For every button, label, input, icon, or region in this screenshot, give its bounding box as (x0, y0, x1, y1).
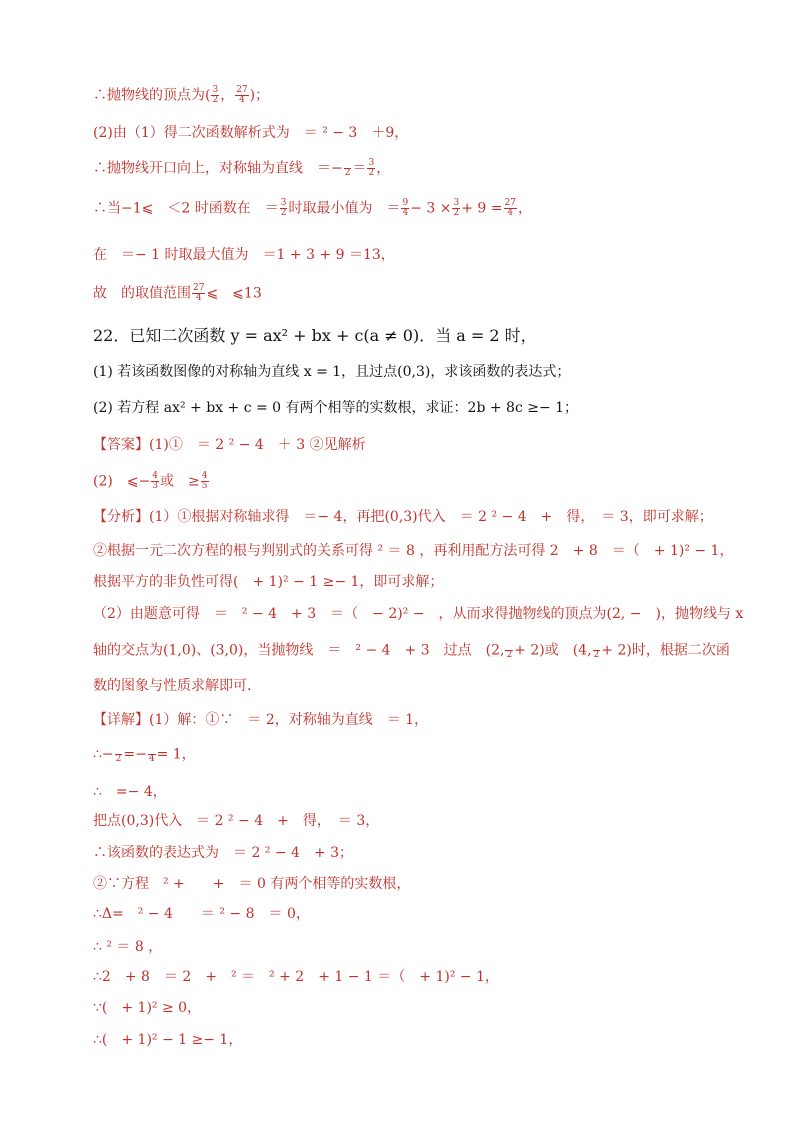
fraction (115, 745, 123, 764)
detail-line (93, 785, 167, 799)
text-run: （2）由题意可得 ＝ ² − 4 + 3 ＝（ − 2)² − ，从而求得抛物线的顶点为(2, − )，抛物线与 x (93, 606, 744, 622)
text-run: − 3 × (410, 200, 452, 217)
detail-line (93, 877, 410, 891)
fraction (148, 745, 156, 764)
text-run: ②根据一元二次方程的根与判别式的关系可得 ² ＝ 8 ，再利用配方法可得 2 + 8 ＝（ + 1)² − 1， (93, 543, 734, 559)
solution-line (93, 159, 390, 178)
text-run: 在 ＝− 1 时取最大值为 ＝1 + 3 + 9 ＝13， (93, 247, 395, 263)
fraction-numerator: 3 (280, 198, 287, 208)
fraction-numerator: 27 (193, 283, 205, 293)
fraction (151, 472, 159, 491)
text-run: + 2)时，根据二次函 (601, 642, 730, 659)
fraction-denominator: 2 (344, 168, 351, 178)
text-run: 【详解】(1）解：①∵ ＝ 2，对称轴为直线 ＝ 1， (93, 712, 429, 728)
text-run: 根据平方的非负性可得( + 1)² − 1 ≥− 1，即可求解； (93, 574, 444, 590)
fraction-denominator: 2 (368, 168, 375, 178)
solution-line (93, 126, 408, 140)
fraction (401, 199, 409, 218)
answer-line (93, 438, 366, 452)
text-run: ∴抛物线的顶点为( (93, 87, 211, 104)
detail-line (93, 907, 310, 921)
text-run: ， (517, 200, 532, 217)
detail-line (93, 970, 499, 984)
question-stem (93, 328, 537, 344)
fraction-numerator: 4 (152, 471, 159, 481)
text-run: = 1， (156, 746, 196, 763)
fraction-denominator: 2 (506, 650, 513, 660)
analysis-line (93, 607, 743, 621)
text-run: )； (249, 87, 270, 104)
fraction-denominator: 2 (280, 208, 287, 218)
fraction (211, 86, 219, 105)
text-run: 时取最小值为 ＝ (288, 200, 401, 217)
text-run: =− (123, 746, 147, 763)
fraction-numerator: 9 (402, 198, 409, 208)
fraction-numerator: 27 (504, 198, 516, 208)
text-run: 【分析】(1）①根据对称轴求得 ＝− 4，再把(0,3)代入 ＝ 2 ² − 4 + 得， ＝ 3，即可求解； (93, 509, 713, 525)
fraction-denominator: 4 (195, 293, 202, 303)
text-run: ∴该函数的表达式为 ＝ 2 ² − 4 + 3； (93, 845, 354, 861)
text-run: ∴Δ= ² − 4 ＝ ² − 8 ＝ 0， (93, 906, 310, 922)
fraction-denominator: 4 (507, 208, 514, 218)
fraction-denominator: 2 (453, 208, 460, 218)
text-run: ②∵方程 ² + + ＝ 0 有两个相等的实数根， (93, 876, 411, 892)
analysis-line (93, 575, 443, 589)
fraction (452, 199, 460, 218)
text-run: 或 ≥ (160, 473, 200, 490)
text-run: ∴抛物线开口向上，对称轴为直线 ＝− (93, 160, 343, 177)
text-run: ， (220, 87, 235, 104)
text-run: ＝ (352, 160, 367, 177)
text-run: 22．已知二次函数 y = ax² + bx + c(a ≠ 0)．当 a = 2 时， (93, 326, 537, 345)
text-run: 把点(0,3)代入 ＝ 2 ² − 4 + 得， ＝ 3， (93, 813, 380, 829)
fraction (235, 86, 248, 105)
detail-line (93, 814, 379, 828)
fraction (280, 199, 288, 218)
fraction-denominator: 4 (239, 95, 245, 105)
detail-line (93, 745, 196, 764)
text-run: (1) 若该函数图像的对称轴为直线 x = 1，且过点(0,3)，求该函数的表达式； (93, 364, 571, 380)
fraction-numerator: 3 (368, 158, 375, 168)
text-run: ∴2 + 8 ＝ 2 + ² ＝ ² + 2 + 1 − 1 ＝（ + 1)² − 1， (93, 969, 499, 985)
answer-line (93, 472, 210, 491)
text-run: + 9 = (461, 200, 503, 217)
fraction-numerator: 3 (212, 85, 219, 95)
fraction (504, 199, 517, 218)
text-run: + 2)或 (4, (514, 642, 592, 659)
fraction-numerator: 27 (236, 85, 248, 95)
detail-line (93, 940, 162, 954)
solution-line (93, 248, 395, 262)
fraction (367, 159, 375, 178)
fraction-numerator: 4 (201, 471, 208, 481)
fraction-denominator: 3 (152, 481, 159, 491)
detail-line (93, 846, 353, 860)
text-run: 故 的取值范围 (93, 285, 191, 302)
text-run: ∴当−1⩽ ＜2 时函数在 ＝ (93, 200, 279, 217)
fraction (593, 641, 601, 660)
fraction (505, 641, 513, 660)
text-run: 【答案】(1)① ＝ 2 ² − 4 ＋ 3 ②见解析 (93, 437, 366, 453)
text-run: ∴− (93, 746, 114, 763)
fraction-numerator: 3 (453, 198, 460, 208)
detail-line (93, 713, 428, 727)
text-run: 轴的交点为(1,0)、(3,0)，当抛物线 ＝ ² − 4 + 3 过点 (2, (93, 642, 505, 659)
solution-line (93, 284, 262, 303)
solution-line (93, 199, 532, 218)
analysis-line (93, 641, 730, 660)
analysis-line (93, 679, 251, 693)
fraction-denominator: 5 (201, 481, 208, 491)
text-run: ∴ ² ＝ 8 ， (93, 939, 163, 955)
fraction-denominator: 2 (212, 95, 219, 105)
analysis-line (93, 544, 733, 558)
solution-line (93, 86, 269, 105)
text-run: ⩽ ⩽13 (206, 285, 262, 302)
fraction-denominator: 4 (148, 754, 155, 764)
fraction-denominator: 2 (593, 650, 600, 660)
text-run: ， (376, 160, 391, 177)
text-run: 数的图象与性质求解即可. (93, 678, 252, 694)
text-run: ∴( + 1)² − 1 ≥− 1， (93, 1032, 243, 1048)
fraction (201, 472, 209, 491)
text-run: (2) 若方程 ax² + bx + c = 0 有两个相等的实数根，求证：2b + 8c ≥− 1； (93, 400, 579, 416)
detail-line (93, 1033, 242, 1047)
question-part-1 (93, 365, 570, 379)
fraction (344, 159, 352, 178)
detail-line (93, 1001, 201, 1015)
text-run: (2)由（1）得二次函数解析式为 ＝ ² − 3 ＋9， (93, 125, 409, 141)
fraction-denominator: 2 (115, 754, 122, 764)
text-run: (2) ⩽− (93, 473, 151, 490)
fraction (192, 284, 205, 303)
analysis-line (93, 510, 713, 524)
fraction-denominator: 4 (402, 208, 409, 218)
text-run: ∵( + 1)² ≥ 0， (93, 1000, 202, 1016)
question-part-2 (93, 401, 578, 415)
text-run: ∴ =− 4， (93, 784, 167, 800)
